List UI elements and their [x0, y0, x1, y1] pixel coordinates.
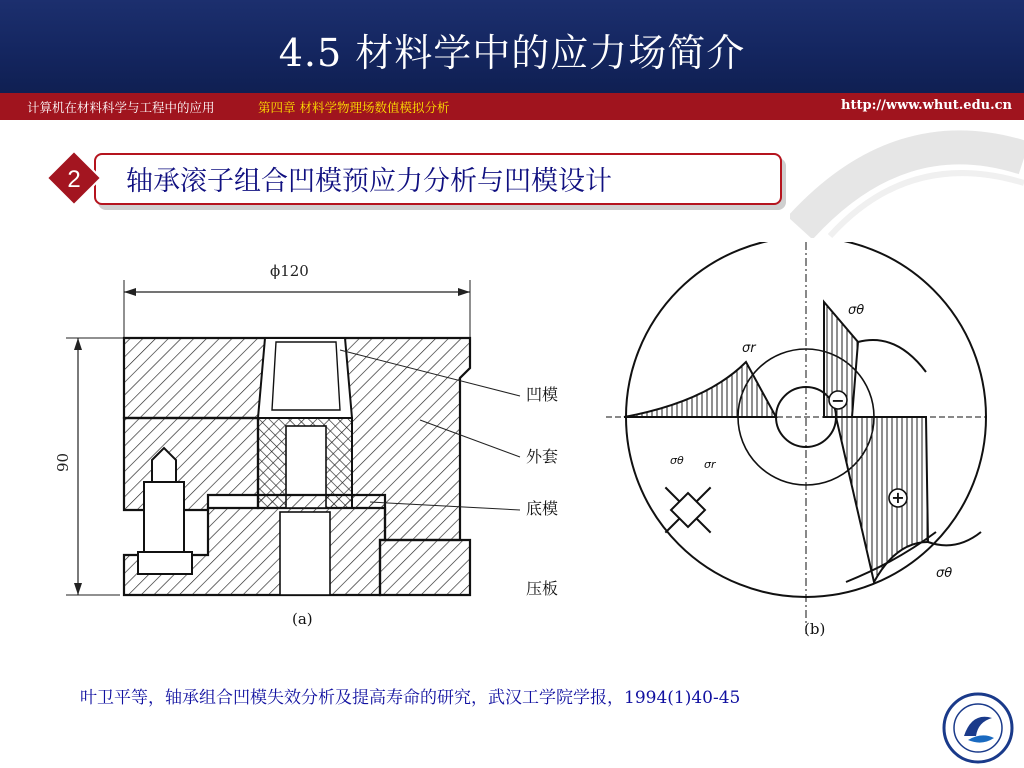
- label-sigma-r: σr: [742, 341, 756, 356]
- dimension-height: 90: [54, 452, 72, 472]
- course-name: 计算机在材料科学与工程中的应用: [27, 100, 215, 115]
- figure-b-stress-distribution: [596, 242, 996, 647]
- section-number-diamond: [46, 150, 102, 206]
- reference-citation: 叶卫平等，轴承组合凹模失效分析及提高寿命的研究，武汉工学院学报，1994(1)40-45: [80, 688, 741, 708]
- section-number: 2: [67, 166, 81, 193]
- figure-a-die-assembly: [40, 250, 580, 635]
- sign-minus: −: [831, 391, 845, 410]
- label-sigma-theta-top: σθ: [848, 303, 865, 318]
- section-title: 轴承滚子组合凹模预应力分析与凹模设计: [126, 166, 612, 197]
- site-url[interactable]: http://www.whut.edu.cn: [841, 98, 1012, 113]
- label-bottom-die: 底模: [526, 499, 559, 518]
- label-sigma-theta-bottom: σθ: [936, 566, 953, 581]
- slide-title: 4.5 材料学中的应力场简介: [278, 31, 746, 75]
- chapter-name: 第四章 材料学物理场数值模拟分析: [258, 100, 450, 115]
- label-element-r: σr: [704, 458, 716, 471]
- label-die: 凹模: [526, 385, 559, 404]
- caption-a: (a): [292, 610, 313, 628]
- dimension-diameter: ϕ120: [270, 262, 309, 280]
- caption-b: (b): [804, 620, 826, 638]
- watermark-arc: [790, 128, 1024, 238]
- label-sleeve: 外套: [526, 447, 559, 466]
- title-bar: [0, 0, 1024, 93]
- sign-plus: +: [891, 488, 905, 507]
- label-element-theta: σθ: [670, 454, 684, 467]
- label-press-plate: 压板: [526, 579, 559, 598]
- university-logo-icon: [942, 692, 1014, 764]
- subtitle-bar: [0, 93, 1024, 120]
